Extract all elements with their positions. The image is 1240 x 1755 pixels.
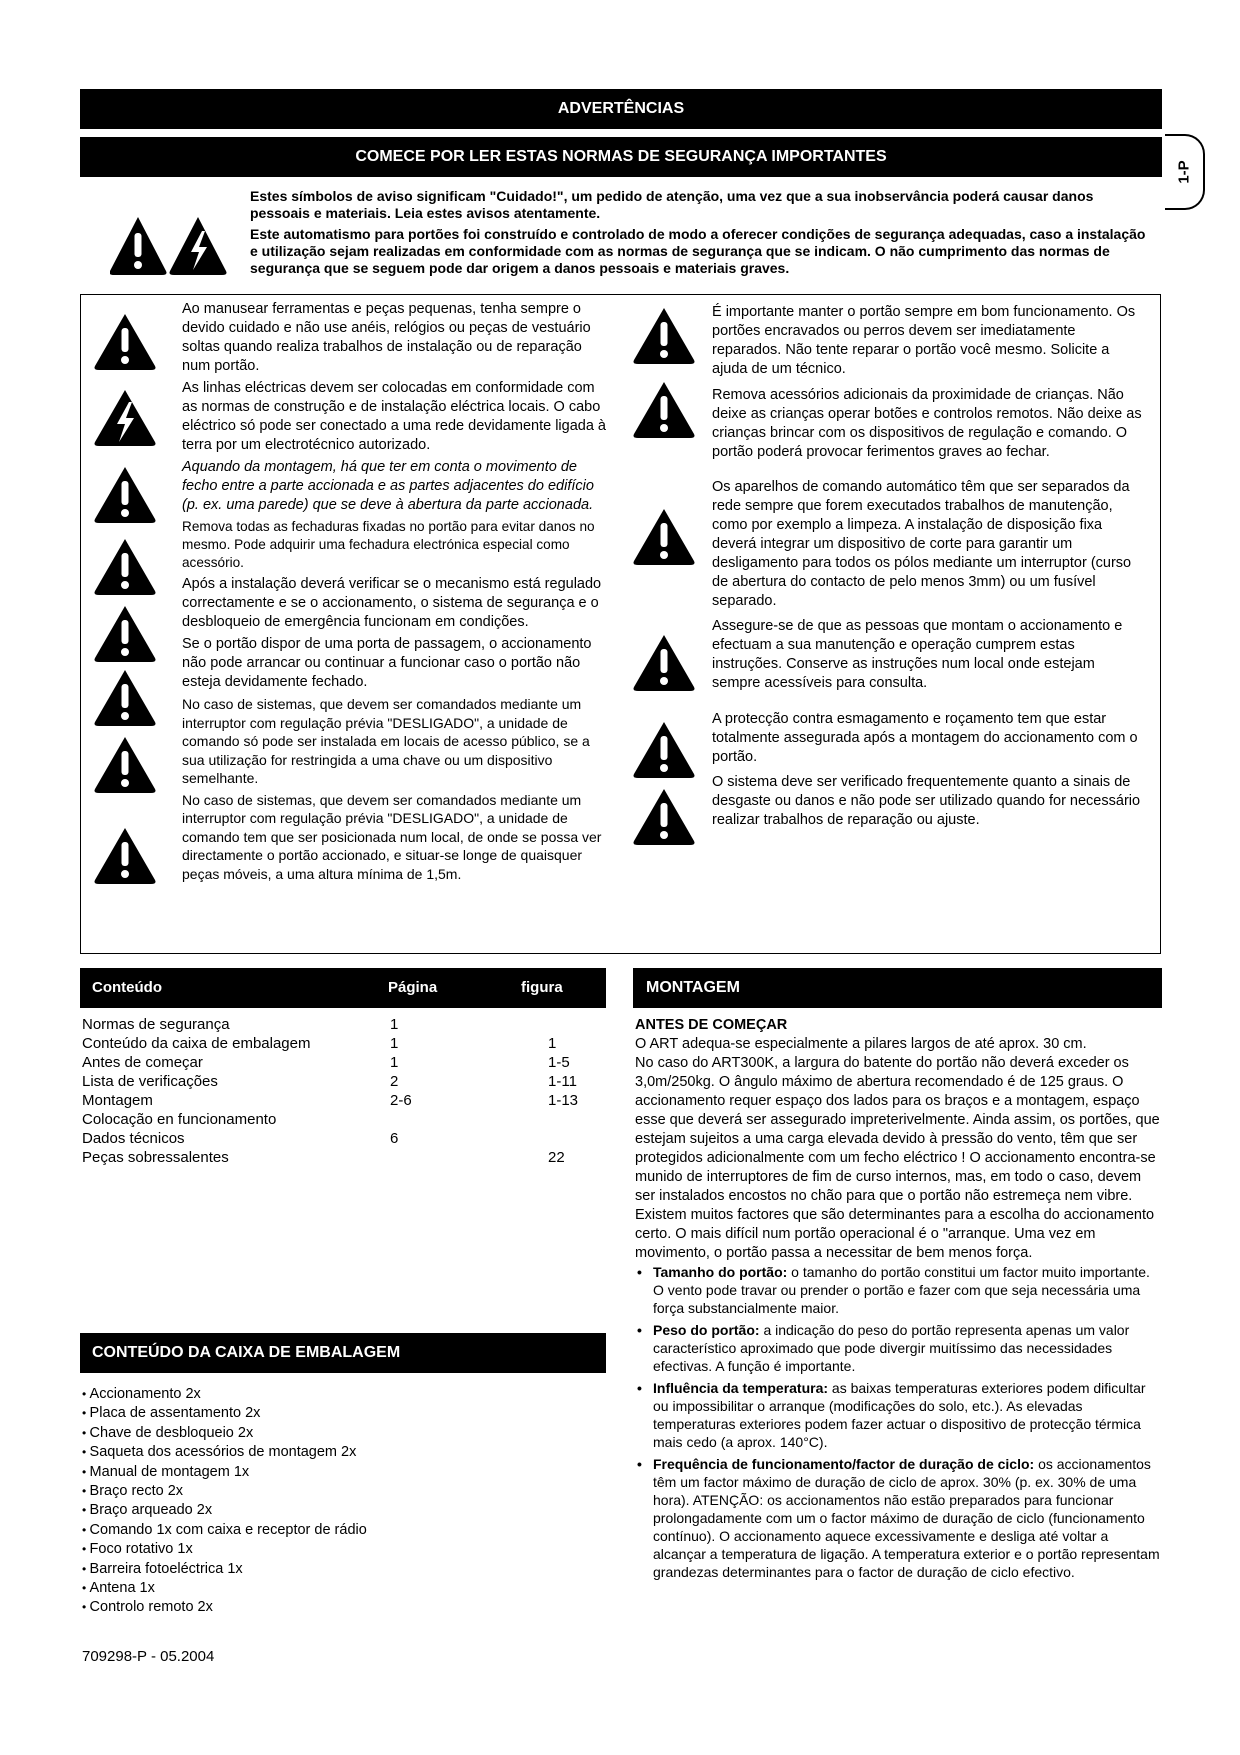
toc-cell-content: Dados técnicos xyxy=(82,1130,185,1147)
exclamation-warning-icon xyxy=(94,735,156,793)
montagem-subtitle: ANTES DE COMEÇAR xyxy=(635,1017,788,1033)
bullet-text: o tamanho do portão constitui um factor muito importante. O vento pode travar ou prender o portão e fazer com que seja necessária uma força substancialmente maior. xyxy=(653,1264,1150,1316)
package-item: • Manual de montagem 1x xyxy=(82,1463,582,1482)
toc-cell-page: 1 xyxy=(390,1054,399,1071)
warning-text: A protecção contra esmagamento e roçamento tem que estar totalmente assegurada após a montagem do accionamento com o portão. xyxy=(712,711,1138,765)
toc-cell-page: 1 xyxy=(390,1016,399,1033)
electric-warning-icon xyxy=(170,217,227,275)
toc-cell-figure: 22 xyxy=(548,1149,565,1166)
intro-warning-icons xyxy=(110,215,228,275)
exclamation-warning-icon xyxy=(94,465,156,523)
intro-paragraph: Estes símbolos de aviso significam "Cuidado!", um pedido de atenção, uma vez que a sua inobservância poderá causar danos pessoais e materiais. Leia estes avisos atentamente. xyxy=(250,188,1094,221)
toc-cell-content: Colocação en funcionamento xyxy=(82,1111,277,1128)
toc-header xyxy=(80,968,606,1008)
bullet-text: os accionamentos têm um factor máximo de duração de ciclo de aprox. 30% (p. ex. 30% de uma hora). ATENÇÃO: os accionamentos não estão preparados para funcionar prolongadamente com um o factor máximo de duração de ciclo (funcionamento contínuo). O accionamento aquece excessivamente e desliga até voltar a alcançar a temperatura de ligação. A temperatura exterior e o portão representam grandezas determinantes para o factor de duração de ciclo efectivo. xyxy=(653,1456,1160,1580)
exclamation-warning-icon xyxy=(94,668,156,726)
toc-cell-figure: 1-11 xyxy=(548,1073,577,1090)
package-item: • Comando 1x com caixa e receptor de rádio xyxy=(82,1521,582,1540)
toc-row xyxy=(82,1072,602,1091)
montagem-paragraph: No caso do ART300K, a largura do batente do portão não deverá exceder os 3,0m/250kg. O ângulo máximo de abertura recomendado é de 125 graus. O accionamento requer espaço dos lados para os braços e a montagem, espaço esse que deverá ser assegurado impreterivelmente. Ainda assim, os portões, que estejam sujeitos a uma carga elevada devido à pressão do vento, têm que ser protegidos adicionalmente com um fecho eléctrico ! O accionamento encontra-se munido de interruptores de fim de curso internos, mas, em todo o caso, devem ser instalados encostos no chão para que o portão não estremeça nem vibre. xyxy=(635,1055,1160,1204)
intro-text xyxy=(250,188,1150,281)
exclamation-warning-icon xyxy=(110,217,167,275)
package-item: • Controlo remoto 2x xyxy=(82,1598,582,1617)
page-tab xyxy=(1165,134,1205,210)
toc-cell-page: 2-6 xyxy=(390,1092,412,1109)
warning-text: Remova acessórios adicionais da proximidade de crianças. Não deixe as crianças operar botões e controlos remotos. Não deixe as crianças brincar com os dispositivos de regulação e comando. O portão poderá provocar ferimentos graves ao fechar. xyxy=(712,387,1142,460)
exclamation-warning-icon xyxy=(94,537,156,595)
warnings-left-column xyxy=(182,300,607,886)
montagem-paragraph: Existem muitos factores que são determinantes para a escolha do accionamento certo. O mais difícil num portão operacional é o "arranque. Uma vez em movimento, o portão passa a necessitar de bem menos força. xyxy=(635,1207,1155,1261)
package-item: • Accionamento 2x xyxy=(82,1385,582,1404)
toc-row xyxy=(82,1034,602,1053)
exclamation-warning-icon xyxy=(633,633,695,691)
warning-text: Aquando da montagem, há que ter em conta o movimento de fecho entre a parte accionada e as partes adjacentes do edifício (p. ex. uma parede) que se deve à abertura da parte accionada. xyxy=(182,459,594,513)
bullet-term: Influência da temperatura: xyxy=(653,1380,829,1396)
bullet-text: a indicação do peso do portão representa apenas um valor característico aproximado que pode divergir muitíssimo das necessidades efectivas. A função é importante. xyxy=(653,1322,1130,1374)
warning-text: No caso de sistemas, que devem ser comandados mediante um interruptor com regulação prévia "DESLIGADO", a unidade de comando tem que ser posicionada num local, de onde se possa ver directamente o portão accionado, e situar-se longe de quaisquer peças móveis, a uma altura mínima de 1,5m. xyxy=(182,791,602,882)
warning-text: É importante manter o portão sempre em bom funcionamento. Os portões encravados ou perros devem ser imediatamente reparados. Não tente reparar o portão você mesmo. Solicite a ajuda de um técnico. xyxy=(712,304,1136,377)
exclamation-warning-icon xyxy=(94,312,156,370)
package-item: • Braço recto 2x xyxy=(82,1482,582,1501)
bullet-term: Frequência de funcionamento/factor de duração de ciclo: xyxy=(653,1456,1035,1472)
toc-cell-content: Conteúdo da caixa de embalagem xyxy=(82,1035,311,1052)
montagem-bullets xyxy=(635,1263,1160,1581)
exclamation-warning-icon xyxy=(633,306,695,364)
montagem-paragraph: O ART adequa-se especialmente a pilares largos de até aprox. 30 cm. xyxy=(635,1036,1087,1052)
package-item: • Chave de desbloqueio 2x xyxy=(82,1424,582,1443)
warning-text: Ao manusear ferramentas e peças pequenas, tenha sempre o devido cuidado e não use anéis, relógios ou peças de vestuário soltas quando realiza trabalhos de instalação ou de reparação num portão. xyxy=(182,301,591,374)
electric-warning-icon xyxy=(94,388,156,446)
montagem-bullet xyxy=(635,1379,1160,1451)
intro-paragraph: Este automatismo para portões foi construído e controlado de modo a oferecer condições de segurança adequadas, caso a instalação e utilização sejam realizadas em conformidade com as normas de segurança que se indicam. O não cumprimento das normas de segurança que se seguem pode dar origem a danos pessoais e materiais graves. xyxy=(250,226,1146,276)
safety-title: COMECE POR LER ESTAS NORMAS DE SEGURANÇA IMPORTANTES xyxy=(355,148,887,165)
bullet-text: as baixas temperaturas exteriores podem dificultar ou impossibilitar o arranque (modificações do solo, etc.). As elevadas temperaturas exteriores podem fazer actuar o dispositivo de protecção térmica mais cedo (a aprox. 140°C). xyxy=(653,1380,1146,1450)
package-contents-header xyxy=(80,1333,606,1373)
toc-row xyxy=(82,1053,602,1072)
montagem-title: MONTAGEM xyxy=(646,979,740,996)
package-item: • Saqueta dos acessórios de montagem 2x xyxy=(82,1443,582,1462)
warning-text: Remova todas as fechaduras fixadas no portão para evitar danos no mesmo. Pode adquirir uma fechadura electrónica especial como acessório. xyxy=(182,519,595,570)
warning-text: Assegure-se de que as pessoas que montam o accionamento e efectuam a sua manutenção e operação cumprem estas instruções. Conserve as instruções num local onde estejam sempre acessíveis para consulta. xyxy=(712,618,1123,691)
bullet-term: Tamanho do portão: xyxy=(653,1264,788,1280)
toc-row xyxy=(82,1129,602,1148)
warning-text: Após a instalação deverá verificar se o mecanismo está regulado correctamente e se o accionamento, o sistema de segurança e o desbloqueio de emergência funcionam em condições. xyxy=(182,576,602,630)
warnings-right-column xyxy=(712,303,1145,833)
exclamation-warning-icon xyxy=(633,787,695,845)
toc-cell-figure: 1 xyxy=(548,1035,557,1052)
toc-header-content: Conteúdo xyxy=(92,979,162,996)
toc-header-page: Página xyxy=(388,979,438,996)
montagem-bullet xyxy=(635,1263,1160,1317)
toc-row xyxy=(82,1091,602,1110)
warnings-title: ADVERTÊNCIAS xyxy=(557,100,685,117)
exclamation-warning-icon xyxy=(94,826,156,884)
toc-cell-figure: 1-5 xyxy=(548,1054,570,1071)
warning-text: O sistema deve ser verificado frequentemente quanto a sinais de desgaste ou danos e não pode ser utilizado quando for necessário realizar trabalhos de reparação ou ajuste. xyxy=(712,774,1141,828)
toc-cell-content: Antes de começar xyxy=(82,1054,203,1071)
montagem-bullet xyxy=(635,1321,1160,1375)
package-item: • Antena 1x xyxy=(82,1579,582,1598)
page-tab-label: 1-P xyxy=(1175,160,1193,184)
toc-cell-page: 6 xyxy=(390,1130,399,1147)
package-item: • Foco rotativo 1x xyxy=(82,1540,582,1559)
toc-cell-content: Peças sobressalentes xyxy=(82,1149,229,1166)
toc-cell-page: 1 xyxy=(390,1035,399,1052)
warnings-title-bar xyxy=(80,89,1162,129)
toc-row xyxy=(82,1148,602,1167)
warning-text: Se o portão dispor de uma porta de passagem, o accionamento não pode arrancar ou continuar a funcionar caso o portão não esteja devidamente fechado. xyxy=(182,636,592,690)
montagem-header xyxy=(633,968,1162,1008)
package-item: • Placa de assentamento 2x xyxy=(82,1404,582,1423)
toc-table xyxy=(82,1015,602,1167)
montagem-body xyxy=(635,1016,1160,1585)
exclamation-warning-icon xyxy=(633,507,695,565)
warning-text: No caso de sistemas, que devem ser comandados mediante um interruptor com regulação prévia "DESLIGADO", a unidade de comando só pode ser instalada em locais de acesso público, se a sua utilização for restringida a uma chave ou um dispositivo semelhante. xyxy=(182,696,590,786)
toc-cell-figure: 1-13 xyxy=(548,1092,579,1109)
toc-cell-page: 2 xyxy=(390,1073,399,1090)
warning-text: Os aparelhos de comando automático têm que ser separados da rede sempre que forem executados trabalhos de manutenção, como por exemplo a limpeza. A instalação de disposição fixa deverá integrar um dispositivo de corte para garantir um desligamento para todos os pólos mediante um interruptor (curso de abertura do contacto de pelo menos 3mm) ou um fusível separado. xyxy=(712,479,1132,609)
package-item: • Braço arqueado 2x xyxy=(82,1501,582,1520)
toc-cell-content: Lista de verificações xyxy=(82,1073,218,1090)
warning-text: As linhas eléctricas devem ser colocadas em conformidade com as normas de construção e de instalação eléctrica locais. O cabo eléctrico só pode ser conectado a uma rede devidamente ligada à terra por um electrotécnico autorizado. xyxy=(182,380,606,453)
toc-row xyxy=(82,1110,602,1129)
bullet-term: Peso do portão: xyxy=(653,1322,760,1338)
package-item: • Barreira fotoeléctrica 1x xyxy=(82,1560,582,1579)
exclamation-warning-icon xyxy=(94,604,156,662)
toc-header-figure: figura xyxy=(521,979,563,996)
montagem-bullet xyxy=(635,1455,1160,1581)
exclamation-warning-icon xyxy=(633,720,695,778)
package-contents-list xyxy=(82,1385,582,1618)
toc-row xyxy=(82,1015,602,1034)
exclamation-warning-icon xyxy=(633,380,695,438)
safety-title-bar xyxy=(80,137,1162,177)
toc-cell-content: Normas de segurança xyxy=(82,1016,230,1033)
document-code: 709298-P - 05.2004 xyxy=(82,1648,215,1665)
toc-cell-content: Montagem xyxy=(82,1092,153,1109)
package-contents-title: CONTEÚDO DA CAIXA DE EMBALAGEM xyxy=(92,1344,401,1361)
